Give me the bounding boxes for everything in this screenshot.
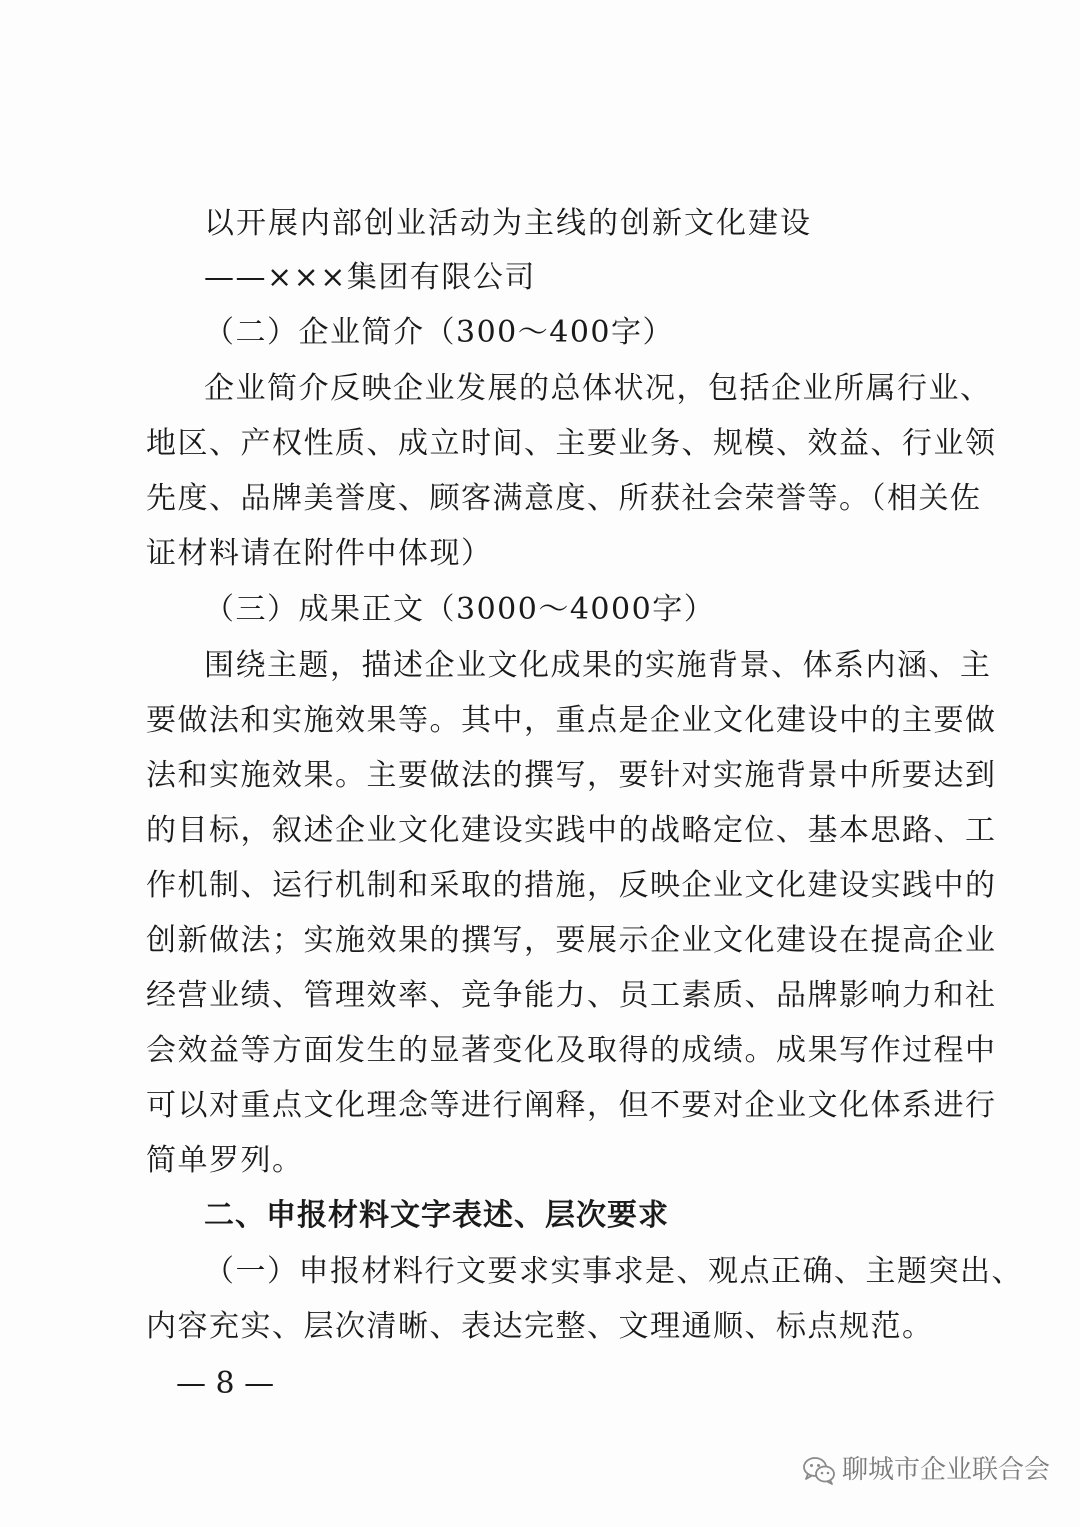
paragraph-line: 要做法和实施效果等。其中，重点是企业文化建设中的主要做 — [146, 703, 997, 738]
paragraph-line: 企业简介反映企业发展的总体状况，包括企业所属行业、 — [204, 371, 992, 406]
watermark — [802, 1452, 1050, 1488]
paragraph-line: 可以对重点文化理念等进行阐释，但不要对企业文化体系进行 — [146, 1088, 997, 1123]
watermark-text: 聊城市企业联合会 — [841, 1455, 1050, 1485]
paragraph-line: 作机制、运行机制和采取的措施，反映企业文化建设实践中的 — [146, 868, 997, 903]
section-heading-main-text: （三）成果正文（3000～4000字） — [204, 592, 716, 627]
paragraph-line: 地区、产权性质、成立时间、主要业务、规模、效益、行业领 — [146, 426, 997, 461]
section-heading-company-profile: （二）企业简介（300～400字） — [204, 315, 675, 350]
page-number: — 8 — — [176, 1366, 275, 1401]
paragraph-line: 创新做法；实施效果的撰写，要展示企业文化建设在提高企业 — [146, 923, 997, 958]
paragraph-line: 会效益等方面发生的显著变化及取得的成绩。成果写作过程中 — [146, 1033, 997, 1068]
paragraph-line: （一）申报材料行文要求实事求是、观点正确、主题突出、 — [204, 1254, 1023, 1289]
paragraph-line: 法和实施效果。主要做法的撰写，要针对实施背景中所要达到 — [146, 758, 997, 793]
paragraph-line: 围绕主题，描述企业文化成果的实施背景、体系内涵、主 — [204, 648, 992, 683]
part-heading-writing-requirements: 二、申报材料文字表述、层次要求 — [204, 1198, 669, 1233]
paragraph-line: 先度、品牌美誉度、顾客满意度、所获社会荣誉等。（相关佐 — [146, 481, 982, 516]
paragraph-line: 内容充实、层次清晰、表达完整、文理通顺、标点规范。 — [146, 1309, 934, 1344]
document-subtitle: ——×××集团有限公司 — [204, 260, 536, 295]
paragraph-line: 经营业绩、管理效率、竞争能力、员工素质、品牌影响力和社 — [146, 978, 997, 1013]
paragraph-line: 证材料请在附件中体现） — [146, 536, 493, 571]
paragraph-line: 的目标，叙述企业文化建设实践中的战略定位、基本思路、工 — [146, 813, 997, 848]
paragraph-line: 简单罗列。 — [146, 1143, 304, 1178]
document-title: 以开展内部创业活动为主线的创新文化建设 — [204, 206, 812, 241]
wechat-icon — [802, 1455, 836, 1485]
